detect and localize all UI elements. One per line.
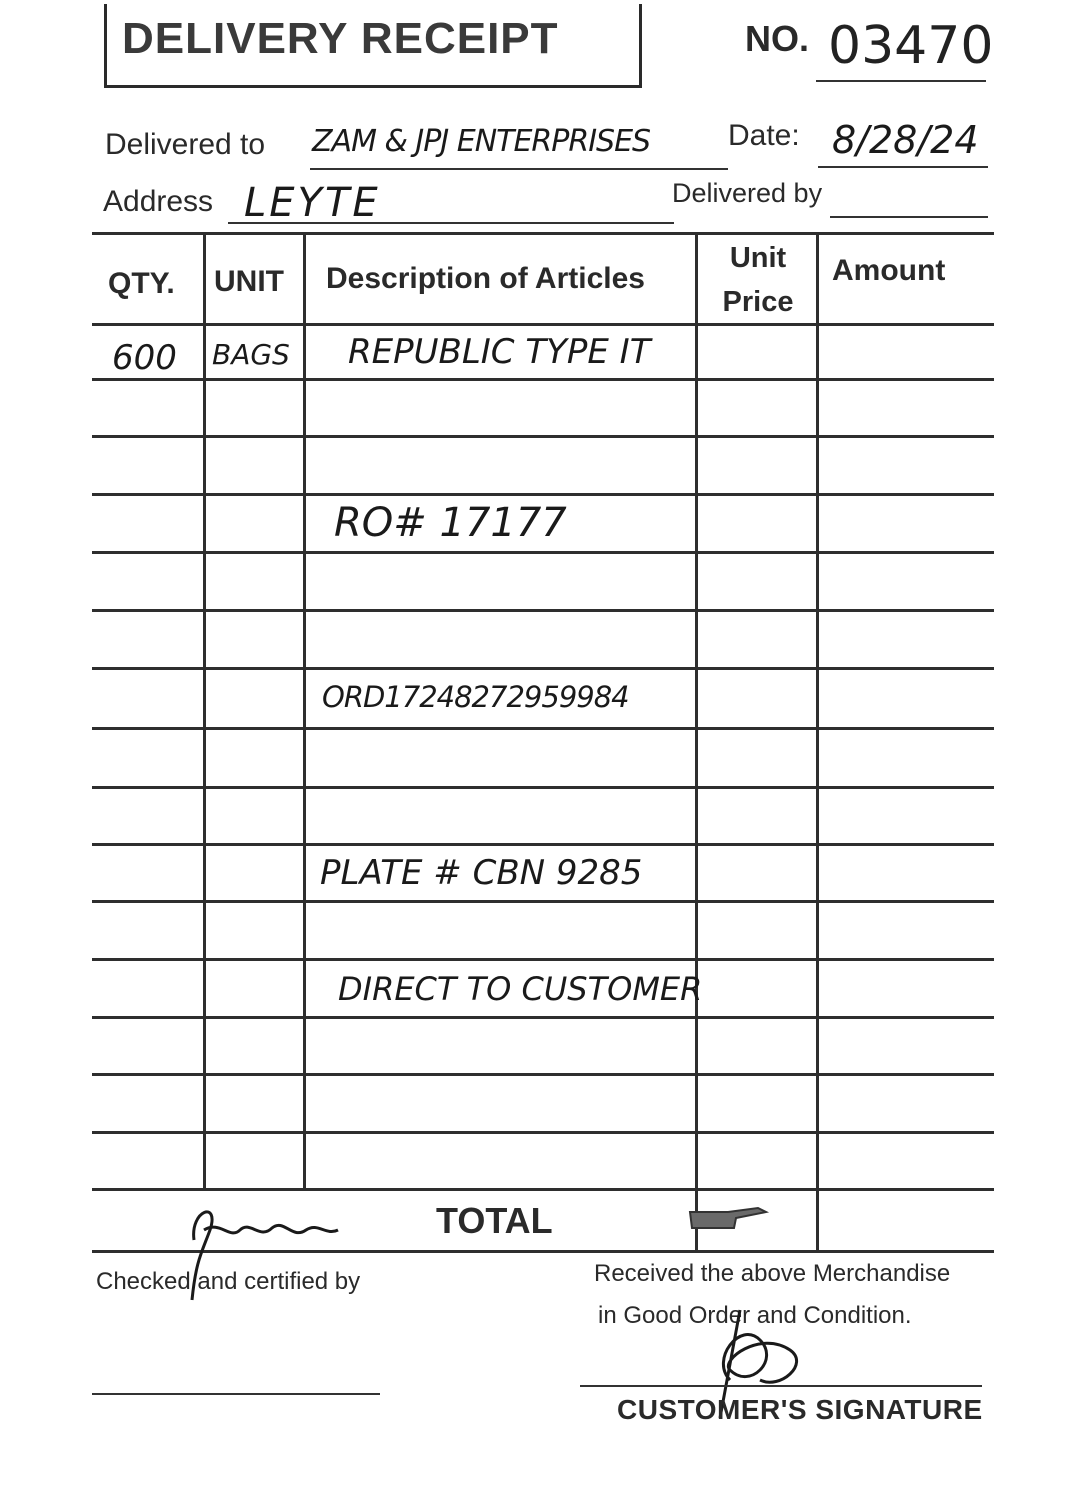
- pointing-hand-icon: [688, 1204, 768, 1234]
- row-line: [92, 378, 994, 381]
- date-value[interactable]: 8/28/24: [832, 118, 979, 162]
- address-underline: [228, 222, 674, 224]
- col-divider: [303, 235, 306, 1188]
- col-header-unit-price: Unit Price: [722, 242, 794, 318]
- received-line-1: Received the above Merchandise: [594, 1260, 951, 1287]
- date-label: Date:: [728, 119, 800, 152]
- address-value[interactable]: LEYTE: [244, 180, 381, 226]
- col-divider: [203, 235, 206, 1188]
- receipt-number: 03470: [828, 16, 994, 76]
- delivered-by-underline: [830, 216, 988, 218]
- row-6-description[interactable]: ORD17248272959984: [322, 680, 629, 714]
- receipt-number-underline: [816, 80, 986, 82]
- customer-signature-label: CUSTOMER'S SIGNATURE: [617, 1394, 983, 1425]
- receipt-number-label: NO.: [745, 18, 810, 59]
- address-label: Address: [103, 185, 214, 218]
- col-header-amount: Amount: [832, 254, 946, 287]
- row-line: [92, 727, 994, 730]
- row-4-description[interactable]: RO# 17177: [334, 500, 567, 546]
- row-line: [92, 551, 994, 554]
- row-line: [92, 667, 994, 670]
- customer-signature-line: [580, 1385, 982, 1387]
- delivered-to-label: Delivered to: [105, 128, 266, 161]
- total-amount-field[interactable]: [830, 1196, 980, 1242]
- checked-signature-line: [92, 1393, 380, 1395]
- row-1-description[interactable]: REPUBLIC TYPE IT: [348, 332, 651, 372]
- col-header-unit: UNIT: [214, 265, 284, 298]
- table-top-border: [92, 232, 994, 235]
- row-line: [92, 786, 994, 789]
- row-9-description[interactable]: PLATE # CBN 9285: [320, 853, 643, 893]
- row-line: [92, 609, 994, 612]
- row-line: [92, 435, 994, 438]
- header-bottom-border: [92, 323, 994, 326]
- delivered-to-underline: [310, 168, 728, 170]
- receipt-title: DELIVERY RECEIPT: [122, 14, 559, 63]
- col-divider: [816, 232, 819, 1250]
- date-underline: [818, 166, 988, 168]
- row-line: [92, 1131, 994, 1134]
- row-line: [92, 493, 994, 496]
- total-label: TOTAL: [436, 1200, 553, 1241]
- col-header-qty: QTY.: [108, 267, 175, 300]
- received-line-2: in Good Order and Condition.: [598, 1302, 912, 1329]
- row-1-unit[interactable]: BAGS: [212, 338, 290, 371]
- row-line: [92, 1016, 994, 1019]
- checked-certified-label: Checked and certified by: [96, 1268, 361, 1295]
- row-line: [92, 1073, 994, 1076]
- col-divider: [695, 232, 698, 1250]
- row-line: [92, 958, 994, 961]
- row-1-qty[interactable]: 600: [112, 338, 177, 378]
- delivered-to-value[interactable]: ZAM & JPJ ENTERPRISES: [312, 124, 651, 159]
- row-11-description[interactable]: DIRECT TO CUSTOMER: [338, 970, 703, 1008]
- delivered-by-label: Delivered by: [672, 178, 823, 208]
- row-line: [92, 900, 994, 903]
- row-line: [92, 843, 994, 846]
- col-header-description: Description of Articles: [326, 262, 645, 295]
